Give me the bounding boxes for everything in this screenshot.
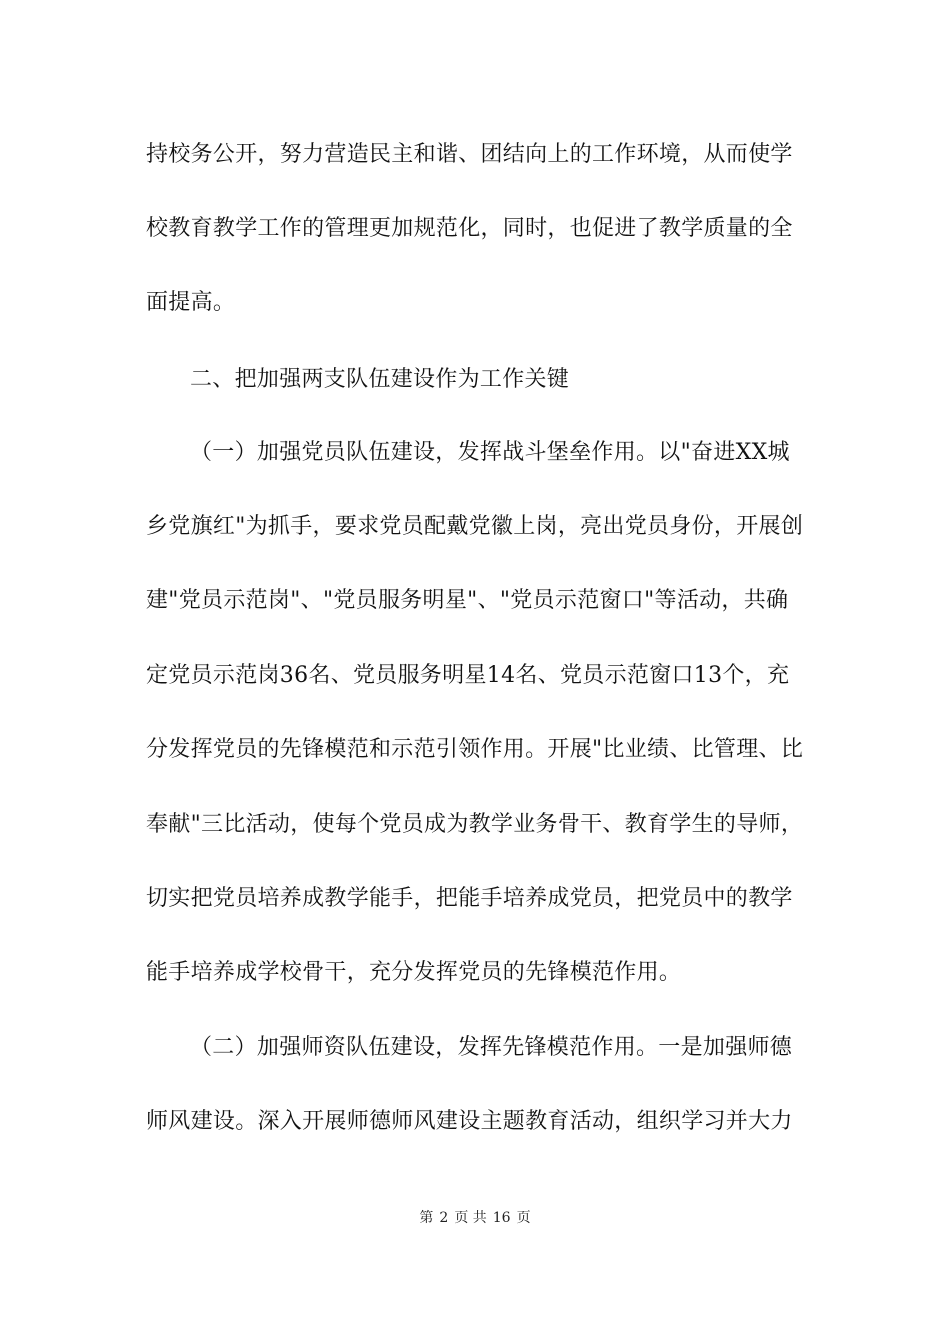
footer-total-pages: 16 [492,1210,511,1226]
paragraph-line: （一）加强党员队伍建设，发挥战斗堡垒作用。以"奋进XX城 [190,440,790,465]
page-footer [0,1208,950,1228]
paragraph-line: 切实把党员培养成教学能手，把能手培养成党员，把党员中的教学 [146,886,793,911]
paragraph-line: 师风建设。深入开展师德师风建设主题教育活动，组织学习并大力 [146,1109,793,1134]
section-heading: 二、把加强两支队伍建设作为工作关键 [190,367,570,392]
paragraph-line: 面提高。 [146,290,236,315]
paragraph-line: 校教育教学工作的管理更加规范化，同时，也促进了教学质量的全 [146,216,793,241]
footer-prefix: 第 [419,1210,434,1226]
paragraph-line: （二）加强师资队伍建设，发挥先锋模范作用。一是加强师德 [190,1035,793,1060]
footer-middle: 页 共 [454,1210,487,1226]
paragraph-line: 能手培养成学校骨干，充分发挥党员的先锋模范作用。 [146,960,682,985]
footer-current-page: 2 [439,1210,449,1226]
paragraph-line: 持校务公开，努力营造民主和谐、团结向上的工作环境，从而使学 [146,142,793,167]
paragraph-line: 奉献"三比活动，使每个党员成为教学业务骨干、教育学生的导师， [146,812,804,837]
paragraph-line: 乡党旗红"为抓手，要求党员配戴党徽上岗，亮出党员身份，开展创 [146,514,804,539]
paragraph-line: 建"党员示范岗"、"党员服务明星"、"党员示范窗口"等活动，共确 [146,588,789,613]
paragraph-line: 定党员示范岗36名、党员服务明星14名、党员示范窗口13个，充 [146,663,790,688]
paragraph-line: 分发挥党员的先锋模范和示范引领作用。开展"比业绩、比管理、比 [146,737,804,762]
footer-suffix: 页 [516,1210,531,1226]
